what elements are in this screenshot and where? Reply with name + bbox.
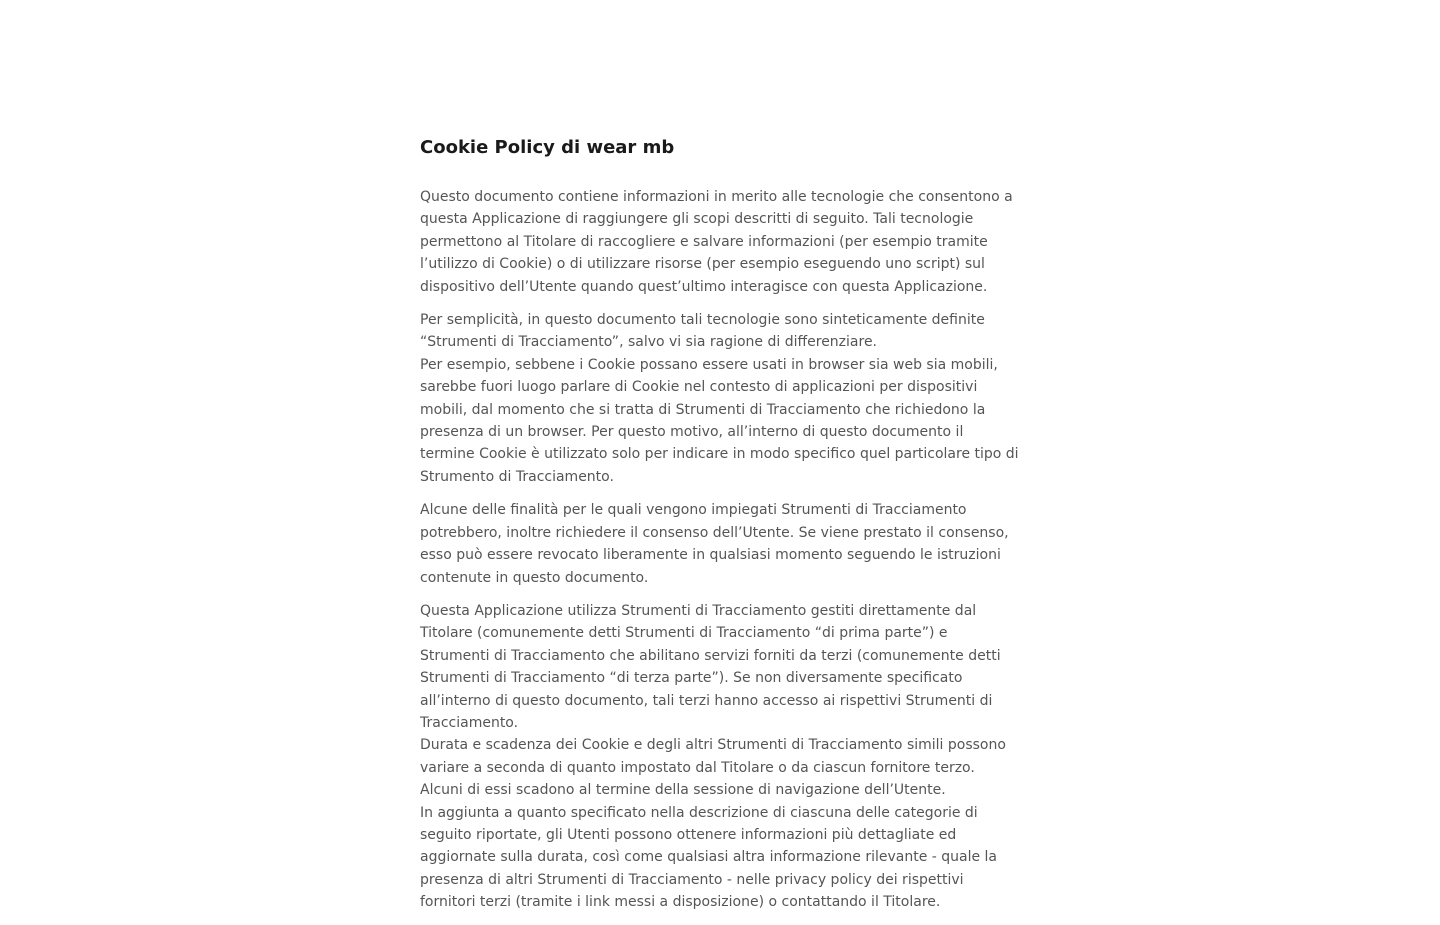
paragraph-duration: Durata e scadenza dei Cookie e degli altri Strumenti di Tracciamento simili possono variare a seconda di quanto impostato dal Titolare o da ciascun fornitore terzo. Alcuni di essi scadono al termine della sessione di navigazione dell’Utente. xyxy=(420,737,1006,799)
paragraph-definition: Per semplicità, in questo documento tali tecnologie sono sinteticamente definite “Strumenti di Tracciamento”, salvo vi sia ragione di differenziare. xyxy=(420,312,985,351)
paragraph-intro: Questo documento contiene informazioni in merito alle tecnologie che consentono a questa Applicazione di raggiungere gli scopi descritti di seguito. Tali tecnologie permettono al Titolare di raccogliere e salvare informazioni (per esempio tramite l’utilizzo di Cookie) o di utilizzare risorse (per esempio eseguendo uno script) sul dispositivo dell’Utente quando quest’ultimo interagisce con questa Applicazione. xyxy=(420,189,1013,295)
paragraph-first-third-party: Questa Applicazione utilizza Strumenti di Tracciamento gestiti direttamente dal Titolare (comunemente detti Strumenti di Tracciamento “di prima parte”) e Strumenti di Tracciamento che abilitano servizi forniti da terzi (comunemente detti Strumenti di Tracciamento “di terza parte”). Se non diversamente specificato all’interno di questo documento, tali terzi hanno accesso ai rispettivi Strumenti di Tracciamento. xyxy=(420,602,1001,731)
paragraph-additional-info: In aggiunta a quanto specificato nella descrizione di ciascuna delle categorie di seguito riportate, gli Utenti possono ottenere informazioni più dettagliate ed aggiornate sulla durata, così come qualsiasi altra informazione rilevante - quale la presenza di altri Strumenti di Tracciamento - nelle privacy policy dei rispettivi fornitori terzi (tramite i link messi a disposizione) o contattando il Titolare. xyxy=(420,804,998,911)
cookie-policy-content xyxy=(420,134,1020,925)
page-title: Cookie Policy di wear mb xyxy=(420,137,675,158)
paragraph-example: Per esempio, sebbene i Cookie possano essere usati in browser sia web sia mobili, sarebbe fuori luogo parlare di Cookie nel contesto di applicazioni per dispositivi mobili, dal momento che si tratta di Strumenti di Tracciamento che richiedono la presenza di un browser. Per questo motivo, all’interno di questo documento il termine Cookie è utilizzato solo per indicare in modo specifico quel particolare tipo di Strumento di Tracciamento. xyxy=(420,356,1019,485)
paragraph-consent: Alcune delle finalità per le quali vengono impiegati Strumenti di Tracciamento potrebbero, inoltre richiedere il consenso dell’Utente. Se viene prestato il consenso, esso può essere revocato liberamente in qualsiasi momento seguendo le istruzioni contenute in questo documento. xyxy=(420,502,1009,586)
